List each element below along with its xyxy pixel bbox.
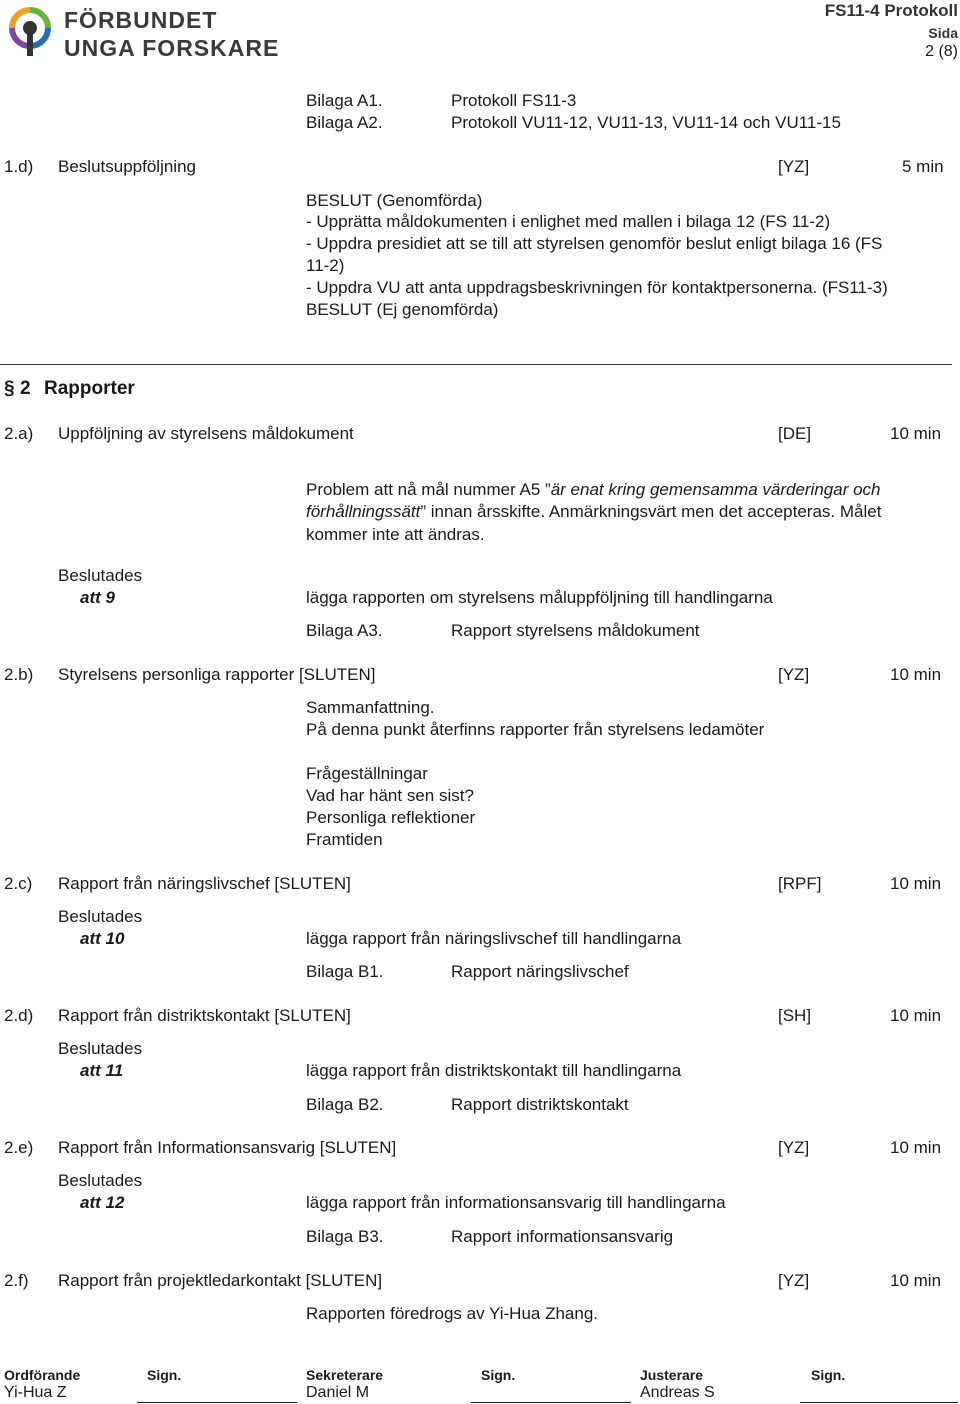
attachment-id: Bilaga B2. — [306, 1095, 384, 1114]
attachment-title: Rapport styrelsens måldokument — [451, 621, 700, 640]
body-line: - Uppdra presidiet att se till att styrelsen genomför beslut enligt bilaga 16 (FS — [306, 234, 883, 253]
body-text: Problem att nå mål nummer A5 ” — [306, 480, 551, 499]
sign-label: Sign. — [811, 1367, 846, 1383]
body-line: På denna punkt återfinns rapporter från styrelsens ledamöter — [306, 720, 765, 739]
body-line: - Upprätta måldokumenten i enlighet med mallen i bilaga 12 (FS 11-2) — [306, 212, 831, 231]
item-title: Uppföljning av styrelsens måldokument — [58, 424, 354, 443]
item-time: 10 min — [890, 1006, 942, 1025]
sign-label: Sign. — [481, 1367, 516, 1383]
signature-line — [471, 1402, 631, 1403]
att-number: att 9 — [80, 588, 115, 607]
adjuster-label: Justerare — [640, 1367, 704, 1383]
org-name-line2: UNGA FORSKARE — [64, 35, 280, 61]
section-title: Rapporter — [44, 378, 135, 399]
body-text-italic: är enat kring gemensamma värderingar och — [550, 480, 881, 499]
attachment-id: Bilaga A3. — [306, 621, 383, 640]
item-title: Rapport från näringslivschef [SLUTEN] — [58, 874, 351, 893]
item-number: 2.a) — [4, 424, 34, 443]
sign-label: Sign. — [147, 1367, 182, 1383]
section-number: 2 — [20, 378, 31, 399]
item-title: Beslutsuppföljning — [58, 157, 196, 176]
item-title: Styrelsens personliga rapporter [SLUTEN] — [58, 665, 376, 684]
body-line: Framtiden — [306, 830, 383, 849]
body-text-italic: förhållningssätt — [306, 502, 421, 521]
attachment-id: Bilaga A2. — [306, 113, 383, 132]
item-person: [YZ] — [778, 1271, 810, 1290]
item-time: 10 min — [890, 665, 942, 684]
decided-label: Beslutades — [58, 1039, 143, 1058]
item-person: [RPF] — [778, 874, 822, 893]
decision-text: lägga rapport från näringslivschef till handlingarna — [306, 929, 682, 948]
att-number: att 10 — [80, 929, 125, 948]
body-line — [306, 479, 881, 501]
logo-icon — [6, 6, 62, 60]
attachment-id: Bilaga A1. — [306, 91, 383, 110]
body-line: 11-2) — [306, 256, 345, 275]
item-number: 2.d) — [4, 1006, 34, 1025]
org-name-line1: FÖRBUNDET — [64, 7, 218, 33]
item-number: 2.e) — [4, 1138, 34, 1157]
document-id: FS11-4 Protokoll — [824, 1, 958, 20]
body-line: kommer inte att ändras. — [306, 525, 485, 544]
attachment-id: Bilaga B1. — [306, 962, 384, 981]
signature-line — [800, 1402, 958, 1403]
att-number: att 12 — [80, 1193, 125, 1212]
body-line: BESLUT (Genomförda) — [306, 191, 483, 210]
body-line: Frågeställningar — [306, 764, 428, 783]
item-person: [DE] — [778, 424, 812, 443]
adjuster-name: Andreas S — [640, 1384, 715, 1401]
decided-label: Beslutades — [58, 907, 143, 926]
attachment-id: Bilaga B3. — [306, 1227, 384, 1246]
item-time: 10 min — [890, 1271, 942, 1290]
decided-label: Beslutades — [58, 1171, 143, 1190]
item-time: 10 min — [890, 874, 942, 893]
item-title: Rapport från distriktskontakt [SLUTEN] — [58, 1006, 351, 1025]
item-number: 1.d) — [4, 157, 34, 176]
page-label: Sida — [928, 25, 958, 41]
decided-label: Beslutades — [58, 566, 143, 585]
item-number: 2.f) — [4, 1271, 29, 1290]
item-number: 2.c) — [4, 874, 33, 893]
body-line: BESLUT (Ej genomförda) — [306, 300, 499, 319]
secretary-name: Daniel M — [306, 1384, 370, 1401]
page-number: 2 (8) — [925, 43, 958, 60]
body-text: ” innan årsskifte. Anmärkningsvärt men det accepteras. Målet — [420, 502, 882, 521]
section-symbol: § — [4, 378, 15, 399]
item-number: 2.b) — [4, 665, 34, 684]
signature-line — [137, 1402, 297, 1403]
decision-text: lägga rapport från informationsansvarig till handlingarna — [306, 1193, 726, 1212]
att-number: att 11 — [80, 1061, 124, 1080]
chair-name: Yi-Hua Z — [4, 1384, 67, 1401]
body-line: Rapporten föredrogs av Yi-Hua Zhang. — [306, 1304, 599, 1323]
secretary-label: Sekreterare — [306, 1367, 384, 1383]
attachment-title: Rapport distriktskontakt — [451, 1095, 629, 1114]
body-line: Vad har hänt sen sist? — [306, 786, 474, 805]
attachment-title: Protokoll FS11-3 — [451, 91, 577, 110]
item-title: Rapport från projektledarkontakt [SLUTEN] — [58, 1271, 383, 1290]
item-person: [YZ] — [778, 1138, 810, 1157]
chair-label: Ordförande — [4, 1367, 81, 1383]
section-divider — [0, 364, 952, 365]
decision-text: lägga rapport från distriktskontakt till handlingarna — [306, 1061, 682, 1080]
decision-text: lägga rapporten om styrelsens måluppföljning till handlingarna — [306, 588, 773, 607]
item-time: 10 min — [890, 424, 942, 443]
attachment-title: Rapport informationsansvarig — [451, 1227, 674, 1246]
item-time: 5 min — [902, 157, 944, 176]
item-person: [SH] — [778, 1006, 812, 1025]
attachment-title: Protokoll VU11-12, VU11-13, VU11-14 och VU11-15 — [451, 113, 841, 132]
body-line: - Uppdra VU att anta uppdragsbeskrivningen för kontaktpersonerna. (FS11-3) — [306, 278, 888, 297]
item-title: Rapport från Informationsansvarig [SLUTEN] — [58, 1138, 397, 1157]
item-time: 10 min — [890, 1138, 942, 1157]
body-line: Sammanfattning. — [306, 698, 435, 717]
attachment-title: Rapport näringslivschef — [451, 962, 629, 981]
item-person: [YZ] — [778, 665, 810, 684]
body-line: Personliga reflektioner — [306, 808, 476, 827]
item-person: [YZ] — [778, 157, 810, 176]
body-line — [306, 501, 881, 523]
